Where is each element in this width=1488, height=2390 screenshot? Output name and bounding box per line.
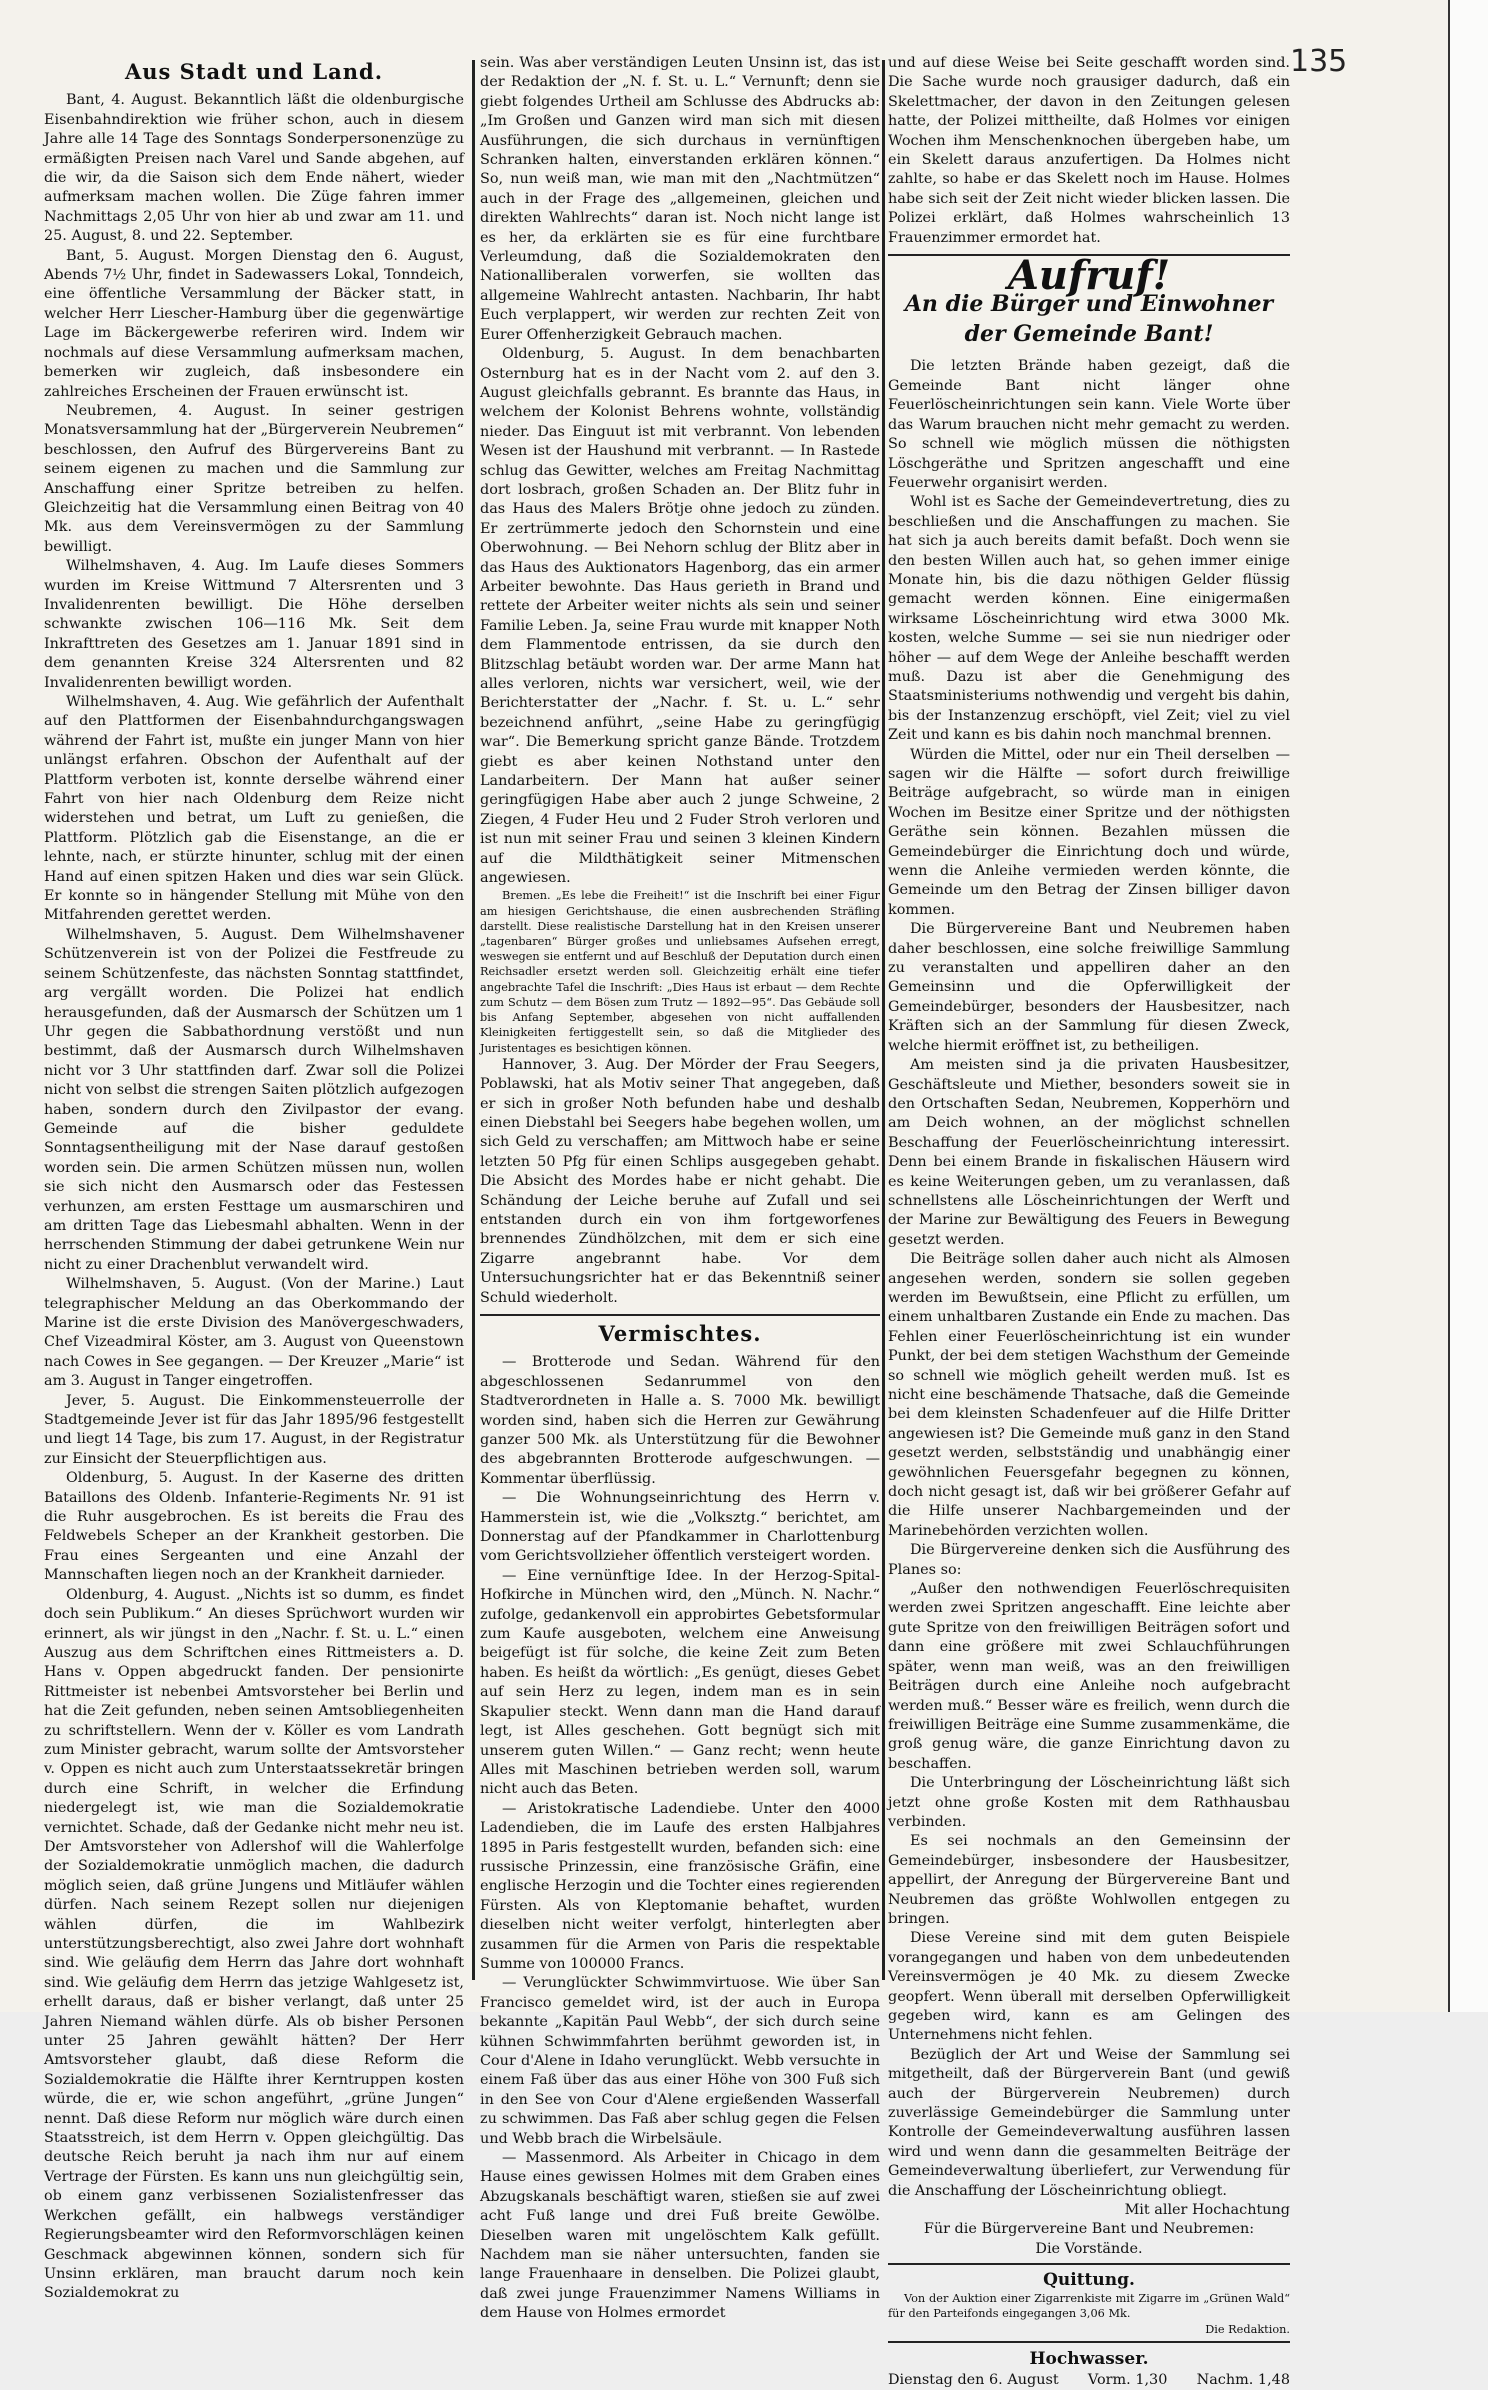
quittung-signature: Die Redaktion.: [1205, 2322, 1290, 2336]
aufruf-title: Aufruf!: [1007, 252, 1171, 300]
article-paragraph: Wilhelmshaven, 5. August. (Von der Marine.) Laut telegraphischer Meldung an das Oberkommando der Marine ist die erste Division des Manövergeschwaders, Chef Vizeadmiral Köster, am 3. August von Queenstown nach Cowes in See gegangen. — Der Kreuzer „Marie“ ist am 3. August in Tanger eingetroffen.: [44, 1276, 464, 1390]
quittung-text: Von der Auktion einer Zigarrenkiste mit Zigarre im „Grünen Wald“ für den Parteifonds eingegangen 3,06 Mk.: [888, 2292, 1290, 2321]
article-paragraph: Bant, 4. August. Bekanntlich läßt die oldenburgische Eisenbahndirektion wie früher schon, auch in diesem Jahre alle 14 Tage des Sonntags Sonderpersonenzüge zu ermäßigten Preisen nach Varel und Sande abgehen, auf die wir, da die Saison sich dem Ende nähert, wieder aufmerksam machen wollen. Die Züge fahren immer Nachmittags 2,05 Uhr von hier ab und zwar am 11. und 25. August, 8. und 22. September.: [44, 92, 464, 245]
aufruf-paragraph: „Außer den nothwendigen Feuerlöschrequisiten werden zwei Spritzen angeschafft. Eine leichte aber gute Spritze von den freiwilligen Beiträgen sofort und dann eine größere mit zwei Schlauchführungen später, wenn man weiß, was an den freiwilligen Beiträgen durch eine Anleihe noch aufgebracht werden muß.“ Besser wäre es freilich, wenn durch die freiwilligen Beiträge eine Summe zusammenkäme, die groß genug wäre, die ganze Einrichtung davon zu beschaffen.: [888, 1581, 1290, 1772]
divider: [480, 1314, 880, 1316]
misc-paragraph: — Massenmord. Als Arbeiter in Chicago in dem Hause eines gewissen Holmes mit dem Graben eines Abzugskanals beschäftigt waren, stießen sie auf zwei acht Fuß lange und drei Fuß breite Gewölbe. Dieselben waren mit ungelöschtem Kalk gefüllt. Nachdem man sie näher untersuchten, fanden sie lange Frauenhaare in denselben. Die Polizei glaubt, daß zwei junge Frauenzimmer Namens Williams in dem Hause von Holmes ermordet: [480, 2150, 880, 2322]
section-heading: Aus Stadt und Land.: [124, 59, 384, 84]
misc-paragraph: — Die Wohnungseinrichtung des Herrn v. Hammerstein ist, wie die „Volksztg.“ berichtet, am Donnerstag auf der Pfandkammer in Charlottenburg vom Gerichtsvollzieher öffentlich versteigert worden.: [480, 1490, 880, 1565]
article-paragraph: Jever, 5. August. Die Einkommensteuerrolle der Stadtgemeinde Jever ist für das Jahr 1895/96 festgestellt und liegt 14 Tage, bis zum 17. August, in der Registratur zur Einsicht der Steuerpflichtigen aus.: [44, 1392, 464, 1467]
quittung-title: Quittung.: [1043, 2270, 1135, 2291]
hochwasser-afternoon: Nachm. 1,48: [1196, 2371, 1290, 2388]
aufruf-paragraph: Die Unterbringung der Löscheinrichtung läßt sich jetzt ohne große Kosten mit dem Rathhausbau verbinden.: [888, 1775, 1290, 1830]
hochwasser-day: Dienstag den 6. August: [888, 2371, 1059, 2388]
hochwasser-row: [888, 2371, 1290, 2390]
hochwasser-morning: Vorm. 1,30: [1087, 2371, 1168, 2388]
article-paragraph: und auf diese Weise bei Seite geschafft worden sind. Die Sache wurde noch grausiger dadurch, daß ein Skelettmacher, der davon in den Zeitungen gelesen hatte, der Polizei mittheilte, daß Holmes vor einigen Wochen ihm Menschenknochen übergeben habe, um ein Skelett daraus anzufertigen. Da Holmes nicht zahlte, so habe er das Skelett noch im Hause. Holmes habe sich seit der Zeit nicht wieder blicken lassen. Die Polizei erklärt, daß Holmes wahrscheinlich 13 Frauenzimmer ermordet hat.: [888, 55, 1290, 246]
vermischtes-heading: Vermischtes.: [598, 1320, 762, 1346]
aufruf-signature: Die Vorstände.: [1035, 2240, 1143, 2257]
article-paragraph: Neubremen, 4. August. In seiner gestrigen Monatsversammlung hat der „Bürgerverein Neubremen“ beschlossen, den Aufruf des Bürgervereins Bant zu seinem eigenen zu machen und die Sammlung zur Anschaffung einer Spritze betreiben zu helfen. Gleichzeitig hat die Versammlung einen Beitrag von 40 Mk. aus dem Vereinsvermögen zu der Sammlung bewilligt.: [44, 402, 464, 555]
aufruf-paragraph: Die Bürgervereine denken sich die Ausführung des Planes so:: [888, 1542, 1290, 1578]
scan-margin: [1450, 0, 1488, 2012]
column-1: [44, 54, 464, 2302]
column-rule: [882, 60, 885, 1980]
aufruf-paragraph: Wohl ist es Sache der Gemeindevertretung, dies zu beschließen und die Anschaffungen zu machen. Sie hat sich ja auch bereits damit befaßt. Doch wenn sie den besten Willen auch hat, so gehen immer einige Monate hin, bis die dazu nöthigen Gelder flüssig gemacht werden können. Eine einigermaßen wirksame Löscheinrichtung wird etwa 3000 Mk. kosten, welche Summe — sei sie nun niedriger oder höher — auf dem Wege der Anleihe beschafft werden muß. Dazu ist aber die Genehmigung des Staatsministeriums nothwendig und vergeht bis dahin, bis der Instanzenzug erschöpft, viel Zeit; viel zu viel Zeit und kann es bis dahin noch manchmal brennen.: [888, 494, 1290, 744]
article-paragraph: Bant, 5. August. Morgen Dienstag den 6. August, Abends 7½ Uhr, findet in Sadewassers Lokal, Tonndeich, eine öffentliche Versammlung der Bäcker statt, in welcher Herr Liescher-Hamburg über die gegenwärtige Lage im Bäckergewerbe referiren wird. Indem wir nochmals auf diese Versammlung aufmerksam machen, bemerken wir zugleich, daß insbesondere ein zahlreiches Erscheinen der Frauen erwünscht ist.: [44, 247, 464, 400]
aufruf-paragraph: Die Beiträge sollen daher auch nicht als Almosen angesehen werden, sondern sie sollen gegeben werden im Bewußtsein, eine Pflicht zu erfüllen, um einem unhaltbaren Zustande ein Ende zu machen. Das Fehlen einer Feuerlöscheinrichtung ist ein wunder Punkt, der bei dem stetigen Wachsthum der Gemeinde so schnell wie möglich geheilt werden muß. Ist es nicht eine beschämende Thatsache, daß die Gemeinde bei dem kleinsten Schadenfeuer auf die Hilfe Dritter angewiesen ist? Die Gemeinde muß ganz in den Stand gesetzt werden, selbstständig und unabhängig einer gewöhnlichen Feuersgefahr begegnen zu können, doch nicht gesagt ist, daß wir bei größerer Gefahr auf die Hilfe unserer Nachbargemeinden und der Marinebehörden verzichten wollen.: [888, 1251, 1290, 1539]
hochwasser-title: Hochwasser.: [1029, 2348, 1149, 2369]
article-paragraph: Oldenburg, 4. August. „Nichts ist so dumm, es findet doch sein Publikum.“ An dieses Sprüchwort wurden wir erinnert, als wir jüngst in den „Nachr. f. St. u. L.“ einen Auszug aus dem Schriftchen eines Rittmeisters a. D. Hans v. Oppen abgedruckt fanden. Der pensionirte Rittmeister ist nebenbei Amtsvorsteher bei Berlin und hat die Zeit gefunden, neben seinen Amtsobliegenheiten zu schriftstellern. Wenn der v. Köller es vom Landrath zum Minister gebracht, warum sollte der Amtsvorsteher v. Oppen es nicht auch zum Unterstaatssekretär bringen durch eine Schrift, in welcher die Erfindung niedergelegt ist, wie man die Sozialdemokratie vernichtet. Schade, daß der Gedanke nicht mehr neu ist. Der Amtsvorsteher von Adlershof will die Wahlerfolge der Sozialdemokratie unmöglich machen, die dadurch möglich seien, daß grüne Jungens und Mitläufer wählen dürfen. Nach seinem Rezept sollen nur diejenigen wählen dürfen, die im Wahlbezirk unterstützungsberechtigt, also zwei Jahre dort wohnhaft sind. Wie geläufig dem Herrn das Jahre dort wohnhaft sind. Wie geläufig dem Herrn das jetzige Wahlgesetz ist, erhellt daraus, daß er bisher verlangt, daß unter 25 Jahren Niemand wählen dürfe. Als ob bisher Personen unter 25 Jahren gewählt hätten? Der Herr Amtsvorsteher glaubt, daß diese Reform die Sozialdemokratie die Hälfte ihrer Kerntruppen kosten würde, die er, wie schon angeführt, „grüne Jungen“ nennt. Daß diese Reform nur möglich wäre durch einen Staatsstreich, ist dem Herrn v. Oppen gleichgültig. Das deutsche Reich beruht ja nach ihm nur auf einem Vertrage der Fürsten. Es kann uns nun gleichgültig sein, ob einem ganz verbissenen Sozialistenfresser das Werkchen gefällt, ein halbwegs verständiger Regierungsbeamter wird den Reformvorschlägen keinen Geschmack abgewinnen können, sondern sich für Unsinn erklären, man braucht darum noch kein Sozialdemokrat zu: [44, 1586, 464, 2302]
misc-paragraph: — Aristokratische Ladendiebe. Unter den 4000 Ladendieben, die im Laufe des ersten Halbjahres 1895 in Paris festgestellt wurden, befanden sich: eine russische Prinzessin, eine französische Gräfin, eine englische Herzogin und die Tochter eines regierenden Fürsten. Als von Kleptomanie behaftet, wurden dieselben nicht weiter verfolgt, hinterlegten aber zusammen für die Armen von Paris die respektable Summe von 100000 Francs.: [480, 1800, 880, 1972]
column-rule: [472, 60, 475, 1980]
misc-paragraph: — Eine vernünftige Idee. In der Herzog-Spital-Hofkirche in München wird, den „Münch. N. Nachr.“ zufolge, gedankenvoll ein approbirtes Gebetsformular zum Kaufe ausgeboten, welchem eine Anweisung beigefügt ist für solche, die keine Zeit zum Beten haben. Es heißt da wörtlich: „Es genügt, dieses Gebet auf sein Herz zu legen, indem man es in sein Skapulier steckt. Wenn dann man die Hand darauf legt, ist Alles geschehen. Gott begnügt sich mit unserem guten Willen.“ — Ganz recht; wenn heute Alles mit Maschinen betrieben werden soll, warum nicht auch das Beten.: [480, 1567, 880, 1798]
article-paragraph: Hannover, 3. Aug. Der Mörder der Frau Seegers, Poblawski, hat als Motiv seiner That angegeben, daß er sich in großer Noth befunden habe und deshalb einen Diebstahl bei Seegers habe begehen wollen, um sich Geld zu verschaffen; am Mittwoch habe er seine letzten 50 Pfg für einen Schlips ausgegeben gehabt. Die Absicht des Mordes habe er nicht gehabt. Die Schändung der Leiche beruhe auf Zufall und sei entstanden durch ein von ihm fortgeworfenes brennendes Zündhölzchen, mit dem er sich eine Zigarre angebrannt habe. Vor dem Untersuchungsrichter hat er das Bekenntniß seiner Schuld wiederholt.: [480, 1056, 880, 1306]
misc-paragraph: — Verunglückter Schwimmvirtuose. Wie über San Francisco gemeldet wird, ist der auch in Europa bekannte „Kapitän Paul Webb“, der sich durch seine kühnen Schwimmfahrten berühmt geworden ist, in Cour d'Alene in Idaho verunglückt. Webb versuchte in einem Faß über das aus einer Höhe von 300 Fuß sich in den See von Cour d'Alene ergießenden Wasserfall zu schwimmen. Das Faß aber schlug gegen die Felsen und Webb brach die Wirbelsäule.: [480, 1975, 880, 2147]
aufruf-paragraph: Die letzten Brände haben gezeigt, daß die Gemeinde Bant nicht länger ohne Feuerlöscheinrichtungen sein kann. Viele Worte über das Warum brauchen nicht mehr gemacht zu werden. So schnell wie möglich müssen die nöthigsten Löschgeräthe und Spritzen angeschafft und eine Feuerwehr organisirt werden.: [888, 358, 1290, 491]
column-2: [480, 54, 880, 2322]
aufruf-paragraph: Die Bürgervereine Bant und Neubremen haben daher beschlossen, eine solche freiwillige Sammlung zu veranstalten und appelliren daher an den Gemeinsinn und die Opferwilligkeit der Gemeindebürger, besonders der Hausbesitzer, nach Kräften sich an der Sammlung für diesen Zweck, welche hiermit eröffnet ist, zu betheiligen.: [888, 921, 1290, 1054]
aufruf-paragraph: Es sei nochmals an den Gemeinsinn der Gemeindebürger, insbesondere der Hausbesitzer, appellirt, der Anregung der Bürgervereine Bant und Neubremen das größte Wohlwollen entgegen zu bringen.: [888, 1833, 1290, 1927]
misc-paragraph: — Brotterode und Sedan. Während für den abgeschlossenen Sedanrummel von den Stadtverordneten in Halle a. S. 7000 Mk. bewilligt worden sind, haben sich die Herren zur Gewährung ganzer 500 Mk. als Unterstützung für die Bewohner des abgebrannten Brotterode aufgeschwungen. — Kommentar überflüssig.: [480, 1354, 880, 1487]
aufruf-paragraph: Am meisten sind ja die privaten Hausbesitzer, Geschäftsleute und Miether, besonders soweit sie in den Ortschaften Sedan, Neubremen, Kopperhörn und am Deich wohnen, an der möglichst schnellen Beschaffung der Feuerlöscheinrichtung interessirt. Denn bei einem Brande in fiskalischen Häusern wird es keine Weiterungen geben, um zu veranlassen, daß schnellstens alle Löscheinrichtungen der Werft und der Marine zur Bewältigung des Feuers in Bewegung gesetzt werden.: [888, 1057, 1290, 1248]
article-paragraph: sein. Was aber verständigen Leuten Unsinn ist, das ist der Redaktion der „N. f. St. u. L.“ Vernunft; denn sie giebt folgendes Urtheil am Schlusse des Abdrucks ab: „Im Großen und Ganzen wird man sich mit diesen Ausführungen, die sich durchaus in vernünftigen Schranken halten, einverstanden erklären können.“ So, nun weiß man, wie man mit den „Nachtmützen“ auch in der Frage des „allgemeinen, gleichen und direkten Wahlrechts“ daran ist. Noch nicht lange ist es her, da erklärten sie es für eine furchtbare Verleumdung, daß die Sozialdemokraten den Nationalliberalen vorwerfen, sie wollten das allgemeine Wahlrecht antasten. Nachbarin, Ihr habt Euch verplappert, wir werden zur rechten Zeit von Eurer Offenherzigkeit Gebrauch machen.: [480, 55, 880, 343]
aufruf-signature: Für die Bürgervereine Bant und Neubremen:: [923, 2221, 1255, 2238]
article-paragraph: Wilhelmshaven, 5. August. Dem Wilhelmshavener Schützenverein ist von der Polizei die Festfreude zu seinem Schützenfeste, das nächsten Sonntag stattfindet, arg vergällt worden. Die Polizei hat endlich herausgefunden, daß der Ausmarsch der Schützen um 1 Uhr gegen die Sabbathordnung verstößt und nun bestimmt, daß der Ausmarsch durch Wilhelmshaven nicht vor 3 Uhr stattfinden darf. Zwar soll die Polizei nicht von selbst die strengen Saiten plötzlich aufgezogen haben, sondern durch den Zivilpastor der evang. Gemeinde auf die bisher geduldete Sonntagsentheiligung mit der Nase darauf gestoßen worden sein. Die armen Schützen müssen nun, wollen sie sich nicht den Ausmarsch oder das Festessen verhunzen, am ersten Festtage um ausmarschiren und am dritten Tage das Liebesmahl abhalten. Wenn in der herrschenden Stimmung der dabei getrunkene Wein nur nicht zu einer Drachenblut verwandelt wird.: [44, 926, 464, 1273]
column-3: [888, 54, 1290, 2388]
aufruf-closing: Mit aller Hochachtung: [1124, 2202, 1290, 2219]
article-paragraph: Oldenburg, 5. August. In der Kaserne des dritten Bataillons des Oldenb. Infanterie-Regiments Nr. 91 ist die Ruhr ausgebrochen. Es ist bereits die Frau des Feldwebels Scheper an der Krankheit gestorben. Die Frau eines Sergeanten und eine Anzahl der Mannschaften liegen noch an der Krankheit darnieder.: [44, 1470, 464, 1584]
aufruf-subtitle: An die Bürger und Einwohner: [904, 291, 1274, 318]
aufruf-paragraph: Würden die Mittel, oder nur ein Theil derselben — sagen wir die Hälfte — sofort durch freiwillige Beiträge aufgebracht, so würde man in einigen Wochen im Besitze einer Spritze und der nöthigsten Geräthe sein können. Bezahlen müssen die Gemeindebürger die Einrichtung doch und würde, wenn die Anleihe vermieden werden könnte, die Gemeinde um den Betrag der Zinsen billiger davon kommen.: [888, 746, 1290, 918]
article-paragraph: Wilhelmshaven, 4. Aug. Im Laufe dieses Sommers wurden im Kreise Wittmund 7 Altersrenten und 3 Invalidenrenten bewilligt. Die Höhe derselben schwankte zwischen 106—116 Mk. Seit dem Inkrafttreten des Gesetzes am 1. Januar 1891 sind in dem genannten Kreise 324 Altersrenten und 82 Invalidenrenten bewilligt worden.: [44, 558, 464, 691]
aufruf-subtitle: der Gemeinde Bant!: [964, 321, 1214, 348]
article-paragraph: Wilhelmshaven, 4. Aug. Wie gefährlich der Aufenthalt auf den Plattformen der Eisenbahndurchgangswagen während der Fahrt ist, mußte ein junger Mann von hier unlängst erfahren. Obschon der Aufenthalt auf der Plattform verboten ist, konnte derselbe während einer Fahrt von hier nach Oldenburg dem Reize nicht widerstehen und betrat, um Luft zu genießen, die Plattform. Plötzlich gab die Eisenstange, an die er lehnte, nach, er stürzte hinunter, schlug mit der einen Hand auf einen spitzen Haken und dies war sein Glück. Er konnte so in hängender Stellung mit Mühe von den Mitfahrenden gerettet werden.: [44, 694, 464, 924]
aufruf-paragraph: Diese Vereine sind mit dem guten Beispiele vorangegangen und haben von dem unbedeutenden Vereinsvermögen je 40 Mk. zu diesem Zwecke geopfert. Wenn überall mit derselben Opferwilligkeit gegeben wird, kann es am Gelingen des Unternehmens nicht fehlen.: [888, 1930, 1290, 2044]
article-paragraph-small: Bremen. „Es lebe die Freiheit!“ ist die Inschrift bei einer Figur am hiesigen Gerichtshause, die einen ausbrechenden Sträfling darstellt. Diese realistische Darstellung hat in den Kreisen unserer „tagenbaren“ Bürger großes und unliebsames Aufsehen erregt, weswegen sie entfernt und auf Beschluß der Deputation durch einen Reichsadler ersetzt werden soll. Gleichzeitig erhält eine tiefer angebrachte Tafel die Inschrift: „Dies Haus ist erbaut — dem Rechte zum Schutz — dem Bösen zum Trutz — 1892—95“. Das Gebäude soll bis Anfang September, abgesehen von nicht auffallenden Kleinigkeiten fertiggestellt sein, so daß die Mitglieder des Juristentages es besichtigen können.: [480, 889, 880, 1055]
article-paragraph: Oldenburg, 5. August. In dem benachbarten Osternburg hat es in der Nacht vom 2. auf den 3. August gleichfalls gebrannt. Es brannte das Haus, in welchem der Kolonist Behrens wohnte, vollständig nieder. Das Einguut ist mit verbrannt. Von lebenden Wesen ist der Haushund mit verbrannt. — In Rastede schlug das Gewitter, welches am Freitag Nachmittag dort losbrach, großen Schaden an. Der Blitz fuhr in das Haus des Malers Brötje ohne jedoch zu zünden. Er zertrümmerte jedoch den Schornstein und eine Oberwohnung. — Bei Nehorn schlug der Blitz aber in das Haus des Auktionators Hagenborg, das ein armer Arbeiter bewohnte. Das Haus gerieth in Brand und rettete der Arbeiter weiter nichts als sein und seiner Familie Leben. Ja, seine Frau wurde mit knapper Noth dem Flammentode entrissen, da sie durch den Blitzschlag betäubt worden war. Der arme Mann hat alles verloren, nichts war versichert, weil, wie der Berichterstatter der „Nachr. f. St. u. L.“ sehr bezeichnend anführt, „seine Habe zu geringfügig war“. Die Bemerkung spricht ganze Bände. Trotzdem giebt es aber keinen Nothstand unter den Landarbeitern. Der Mann hat außer seiner geringfügigen Habe aber auch 2 junge Schweine, 2 Ziegen, 4 Fuder Heu und 2 Fuder Stroh verloren und ist nun mit seiner Frau und seinen 3 kleinen Kindern auf die Mildthätigkeit seiner Mitmenschen angewiesen.: [480, 346, 880, 887]
quittung-box: [888, 2263, 1290, 2343]
aufruf-paragraph: Bezüglich der Art und Weise der Sammlung sei mitgetheilt, daß der Bürgerverein Bant (und gewiß auch der Bürgerverein Neubremen) durch zuverlässige Gemeindebürger die Sammlung unter Kontrolle der Gemeindeverwaltung ausführen lassen wird und wenn dann die gesammelten Beiträge der Gemeindeverwaltung überliefert, zur Verwendung für die Anschaffung der Löscheinrichtung obliegt.: [888, 2046, 1290, 2199]
page-number: 135: [1290, 44, 1348, 79]
